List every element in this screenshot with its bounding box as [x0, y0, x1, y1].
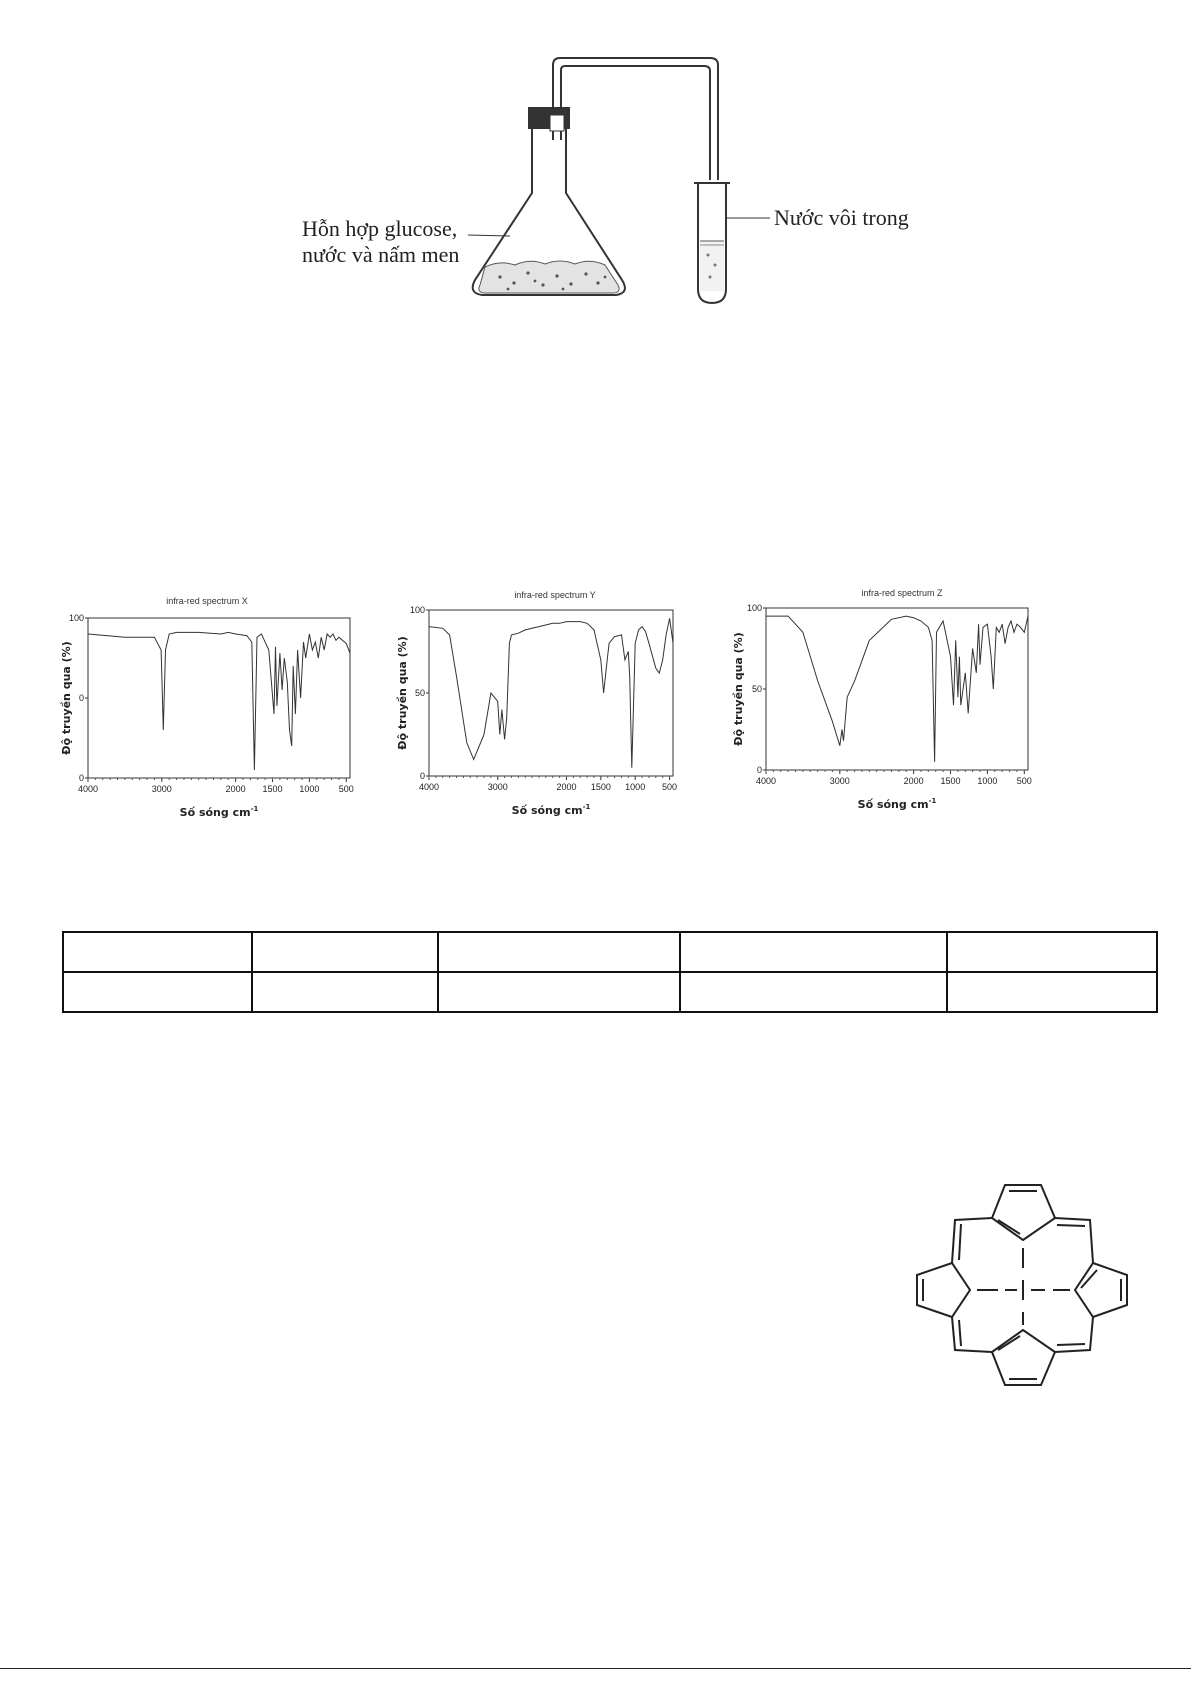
x-tick-label: 4000 — [418, 782, 440, 792]
ir-spectrum-x-chart — [60, 590, 360, 825]
x-tick-label: 1000 — [299, 784, 320, 794]
x-tick-label: 500 — [662, 782, 678, 792]
table-cell — [680, 932, 947, 972]
y-tick-label: 0 — [78, 693, 84, 703]
x-axis-label: Số sóng $cm^{-1}$ — [511, 803, 591, 817]
table-cell — [438, 932, 680, 972]
x-tick-label: 3000 — [487, 782, 508, 792]
x-axis-label: Số sóng $cm^{-1}$ — [857, 797, 937, 811]
spectrum-line — [429, 618, 673, 767]
x-axis-label: Số sóng $cm^{-1}$ — [179, 805, 259, 819]
chart-title: infra-red spectrum Z — [861, 588, 943, 598]
x-tick-label: 4000 — [755, 776, 777, 786]
chart-title: infra-red spectrum X — [166, 596, 248, 606]
y-tick-label: 50 — [414, 688, 425, 698]
table-cell — [680, 972, 947, 1012]
y-tick-label: 0 — [756, 765, 762, 775]
porphyrin-structure-diagram — [905, 1180, 1145, 1390]
table-row — [63, 932, 1157, 972]
table-cell — [438, 972, 680, 1012]
table-row — [63, 972, 1157, 1012]
y-tick-label: 50 — [751, 684, 762, 694]
chart-title: infra-red spectrum Y — [514, 590, 596, 600]
x-tick-label: 1500 — [590, 782, 611, 792]
table-cell — [63, 932, 252, 972]
ir-spectrum-y-chart — [395, 584, 685, 824]
table-cell — [252, 972, 438, 1012]
x-tick-label: 4000 — [77, 784, 99, 794]
table-cell — [252, 932, 438, 972]
x-tick-label: 2000 — [903, 776, 924, 786]
x-tick-label: 1000 — [625, 782, 646, 792]
plot-frame — [429, 610, 673, 776]
y-tick-label: 0 — [78, 773, 84, 783]
x-tick-label: 1500 — [262, 784, 283, 794]
x-tick-label: 1500 — [940, 776, 961, 786]
x-tick-label: 500 — [338, 784, 354, 794]
y-axis-label: Độ truyền qua (%) — [60, 641, 73, 755]
y-tick-label: 100 — [409, 605, 425, 615]
x-tick-label: 1000 — [977, 776, 998, 786]
spectrum-line — [766, 616, 1028, 762]
fermentation-apparatus-diagram — [300, 55, 940, 315]
x-tick-label: 500 — [1016, 776, 1032, 786]
tube-label: Nước vôi trong — [774, 205, 909, 230]
page-footer-rule — [0, 1668, 1191, 1669]
y-tick-label: 100 — [68, 613, 84, 623]
x-tick-label: 3000 — [151, 784, 172, 794]
x-tick-label: 2000 — [556, 782, 577, 792]
answer-table — [62, 931, 1158, 1013]
flask-label-line1: Hỗn hợp glucose, — [302, 216, 458, 241]
x-tick-label: 2000 — [225, 784, 246, 794]
spectrum-line — [88, 632, 350, 770]
y-axis-label: Độ truyền qua (%) — [396, 636, 409, 750]
y-tick-label: 100 — [746, 603, 762, 613]
table-cell — [63, 972, 252, 1012]
flask-label-line2: nước và nấm men — [302, 242, 460, 267]
ir-spectrum-z-chart — [730, 582, 1040, 820]
y-axis-label: Độ truyền qua (%) — [732, 632, 745, 746]
table-cell — [947, 932, 1157, 972]
table-cell — [947, 972, 1157, 1012]
x-tick-label: 3000 — [829, 776, 850, 786]
y-tick-label: 0 — [419, 771, 425, 781]
